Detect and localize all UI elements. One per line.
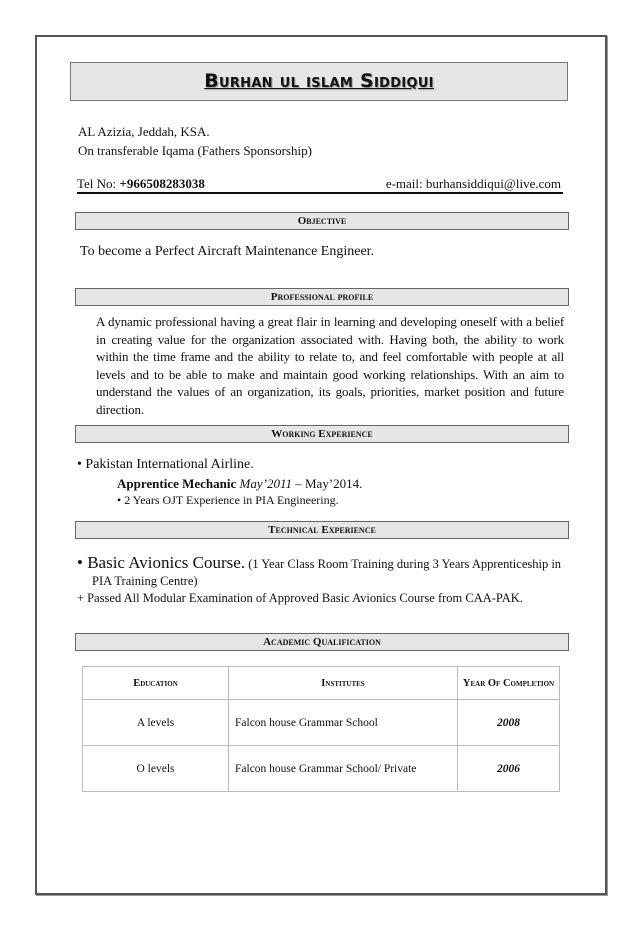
email-value[interactable]: burhansiddiqui@live.com bbox=[425, 176, 561, 191]
email-label: e-mail: bbox=[385, 176, 426, 191]
course: • Basic Avionics Course. bbox=[77, 553, 246, 572]
role-line bbox=[117, 476, 362, 492]
candidate-name: Burhan ul islam Siddiqui bbox=[204, 70, 434, 92]
passed-note: + Passed All Modular Examination of Approved Basic Avionics Course from CAA-PAK. bbox=[77, 591, 523, 605]
section-technical: Technical Experience bbox=[75, 521, 569, 539]
header-education: Education bbox=[83, 667, 229, 700]
role: Apprentice Mechanic bbox=[117, 476, 237, 491]
address-line: AL Azizia, Jeddah, KSA. bbox=[78, 124, 210, 139]
profile-text: A dynamic professional having a great flair in learning and developing oneself with a belief in creating value for the organization associated with. Having both, the ability to work within the time frame and the ability to relate to, and feel comfortable with people at all levels and to be able to make and maintain good working relationships. With an aim to understand the values of an organization, its goals, priorities, market position and future direction. bbox=[96, 314, 564, 417]
year-cell: 2008 bbox=[458, 700, 560, 746]
education-table bbox=[82, 666, 560, 792]
contact-line bbox=[77, 176, 563, 194]
role-end: – May’2014. bbox=[292, 476, 363, 491]
course-note: (1 Year Class Room Training during 3 Years Apprenticeship in bbox=[245, 557, 562, 571]
education-cell: A levels bbox=[83, 700, 229, 746]
role-start: May’2011 bbox=[239, 476, 292, 491]
section-objective: Objective bbox=[75, 212, 569, 230]
table-header-row bbox=[83, 667, 560, 700]
address-block bbox=[78, 122, 312, 160]
section-profile: Professional profile bbox=[75, 288, 569, 306]
header-institutes: Institutes bbox=[229, 667, 458, 700]
section-academic: Academic Qualification bbox=[75, 633, 569, 651]
tel-value: +966508283038 bbox=[119, 176, 205, 191]
objective-text: To become a Perfect Aircraft Maintenance Engineer. bbox=[80, 244, 375, 259]
year-cell: 2006 bbox=[458, 746, 560, 792]
table-row bbox=[83, 700, 560, 746]
employer: • Pakistan International Airline. bbox=[77, 457, 254, 472]
section-working: Working Experience bbox=[75, 425, 569, 443]
table-row bbox=[83, 746, 560, 792]
education-cell: O levels bbox=[83, 746, 229, 792]
institute-cell: Falcon house Grammar School/ Private bbox=[229, 746, 458, 792]
header-year: Year Of Completion bbox=[458, 667, 560, 700]
address-line: On transferable Iqama (Fathers Sponsorship) bbox=[78, 143, 312, 158]
institute-cell: Falcon house Grammar School bbox=[229, 700, 458, 746]
work-detail: • 2 Years OJT Experience in PIA Engineering. bbox=[117, 493, 339, 507]
course-line bbox=[77, 553, 561, 573]
tel-label: Tel No: bbox=[77, 176, 120, 191]
course-note-2: PIA Training Centre) bbox=[92, 574, 198, 588]
name-header bbox=[70, 62, 568, 101]
